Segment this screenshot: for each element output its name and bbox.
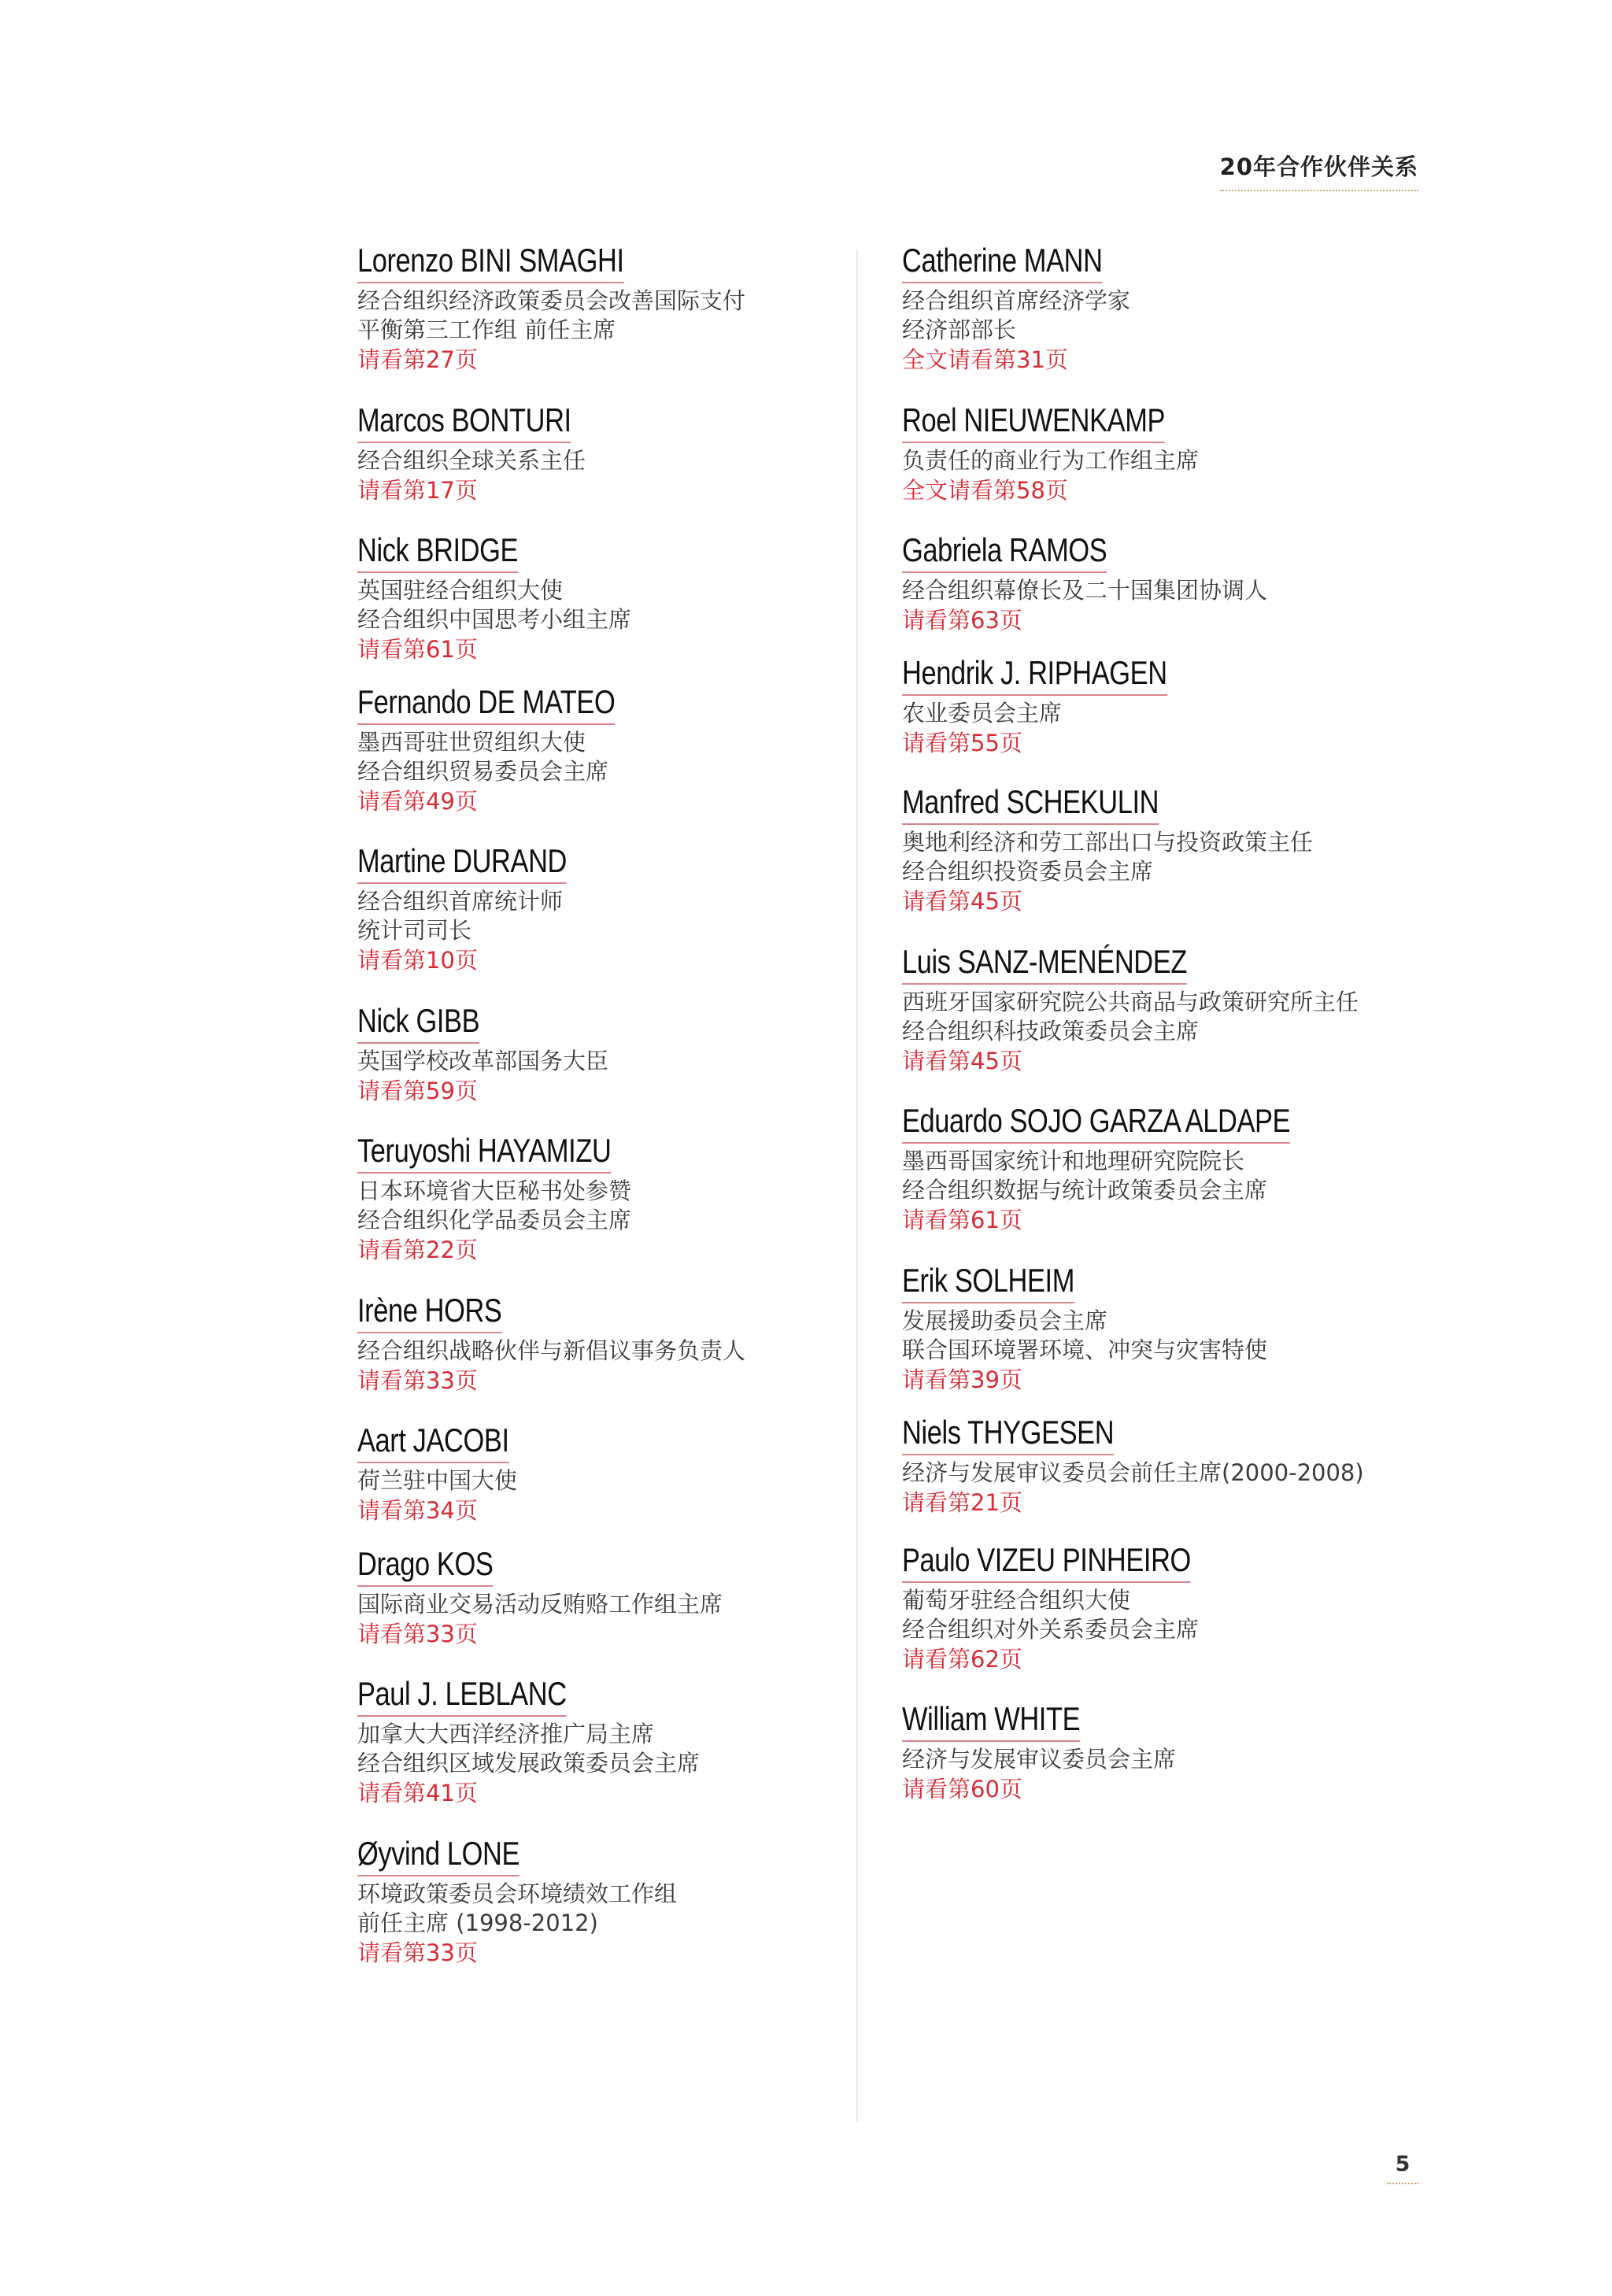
page-reference-link[interactable]: 请看第22页 (357, 1237, 478, 1263)
contributor-title-line: 荷兰驻中国大使 (357, 1467, 518, 1494)
contributor-name: Teruyoshi HAYAMIZU (357, 1131, 611, 1174)
contributor-entry (357, 1001, 608, 1107)
contributor-title-line: 经合组织全球关系主任 (357, 447, 586, 474)
contributor-name: Roel NIEUWENKAMP (902, 401, 1165, 443)
contributor-name: Hendrik J. RIPHAGEN (902, 653, 1167, 696)
contributor-name: Irène HORS (357, 1291, 501, 1333)
page-reference-link[interactable]: 请看第55页 (902, 730, 1022, 756)
contributor-name: Catherine MANN (902, 241, 1103, 283)
contributor-entry (357, 1834, 677, 1969)
contributor-title-line: 英国驻经合组织大使 (357, 577, 564, 604)
contributor-entry (902, 1540, 1254, 1675)
contributor-title-line: 统计司司长 (357, 917, 472, 944)
contributor-title-line: 经合组织中国思考小组主席 (357, 606, 632, 633)
contributor-title-line: 联合国环境署环境、冲突与灾害特使 (902, 1337, 1268, 1363)
page-reference-link[interactable]: 请看第10页 (357, 947, 478, 974)
page-reference-link[interactable]: 请看第62页 (902, 1646, 1022, 1673)
contributor-entry (902, 1101, 1375, 1236)
contributor-title-line: 经合组织贸易委员会主席 (357, 758, 609, 785)
contributor-name: Nick BRIDGE (357, 531, 518, 573)
contributor-name: William WHITE (902, 1699, 1080, 1742)
page-reference-link[interactable]: 请看第33页 (357, 1939, 478, 1966)
contributor-entry (902, 401, 1222, 506)
contributor-title-line: 发展援助委员会主席 (902, 1307, 1108, 1334)
contributor-entry (902, 241, 1146, 375)
page-reference-link[interactable]: 请看第63页 (902, 607, 1022, 634)
contributor-entry (902, 531, 1267, 636)
contributor-entry (357, 1544, 723, 1650)
contributor-entry (902, 942, 1359, 1077)
contributor-entry (357, 401, 618, 506)
page-reference-link[interactable]: 请看第61页 (357, 636, 478, 663)
contributor-entry (357, 1421, 542, 1526)
page-reference-link[interactable]: 请看第49页 (357, 788, 478, 815)
page-reference-link[interactable]: 请看第27页 (357, 346, 478, 373)
contributor-name: Marcos BONTURI (357, 401, 571, 443)
contributor-title-line: 经济与发展审议委员会前任主席(2000-2008) (902, 1459, 1364, 1486)
contributor-title-line: 经合组织首席经济学家 (902, 287, 1131, 314)
contributor-name: Erik SOLHEIM (902, 1261, 1074, 1303)
contributor-entry (902, 1413, 1364, 1518)
contributor-entry (357, 1674, 700, 1809)
contributor-title-line: 经济与发展审议委员会主席 (902, 1746, 1177, 1773)
contributor-title-line: 负责任的商业行为工作组主席 (902, 447, 1200, 474)
page-reference-link[interactable]: 请看第17页 (357, 477, 478, 504)
contributor-title-line: 墨西哥国家统计和地理研究院院长 (902, 1148, 1245, 1174)
page-reference-link[interactable]: 请看第39页 (902, 1366, 1022, 1393)
contributor-title-line: 英国学校改革部国务大臣 (357, 1048, 609, 1074)
page-reference-link[interactable]: 请看第41页 (357, 1780, 478, 1806)
contributor-title-line: 奥地利经济和劳工部出口与投资政策主任 (902, 829, 1314, 856)
running-header-title: 20年合作伙伴关系 (1220, 150, 1418, 191)
contributor-title-line: 经合组织战略伙伴与新倡议事务负责人 (357, 1337, 746, 1364)
contributor-entry (902, 1261, 1267, 1396)
contributor-title-line: 经合组织化学品委员会主席 (357, 1207, 632, 1233)
contributor-title-line: 经合组织幕僚长及二十国集团协调人 (902, 577, 1268, 604)
contributor-title-line: 平衡第三工作组 前任主席 (357, 316, 616, 343)
contributor-title-line: 加拿大大西洋经济推广局主席 (357, 1721, 655, 1747)
contributor-name: Nick GIBB (357, 1001, 479, 1044)
contributor-title-line: 经合组织首席统计师 (357, 888, 564, 915)
contributor-title-line: 墨西哥驻世贸组织大使 (357, 729, 586, 756)
contributor-title-line: 经合组织数据与统计政策委员会主席 (902, 1177, 1268, 1203)
contributor-entry (902, 782, 1313, 917)
contributor-title-line: 经合组织区域发展政策委员会主席 (357, 1750, 701, 1777)
page-reference-link[interactable]: 请看第60页 (902, 1776, 1022, 1802)
contributor-entry (357, 841, 612, 976)
page-reference-link[interactable]: 请看第21页 (902, 1489, 1022, 1516)
contributor-title-line: 前任主席 (1998-2012) (357, 1910, 598, 1936)
contributor-title-line: 经济部部长 (902, 316, 1017, 343)
contributor-name: Manfred SCHEKULIN (902, 782, 1159, 825)
contributor-name: Fernando DE MATEO (357, 682, 615, 725)
contributor-title-line: 环境政策委员会环境绩效工作组 (357, 1880, 678, 1907)
page-reference-link[interactable]: 请看第34页 (357, 1497, 478, 1524)
contributor-title-line: 葡萄牙驻经合组织大使 (902, 1587, 1131, 1614)
contributor-title-line: 日本环境省大臣秘书处参赞 (357, 1178, 632, 1204)
contributor-entry (357, 682, 671, 817)
contributor-title-line: 经合组织科技政策委员会主席 (902, 1018, 1200, 1044)
column-divider (856, 250, 858, 2122)
page-number: 5 (1387, 2152, 1418, 2184)
contributor-name: Martine DURAND (357, 841, 567, 884)
contributor-name: Niels THYGESEN (902, 1413, 1114, 1455)
page-reference-link[interactable]: 请看第59页 (357, 1078, 478, 1104)
page-reference-link[interactable]: 请看第45页 (902, 888, 1022, 915)
contributor-entry (902, 1699, 1176, 1805)
contributor-title-line: 西班牙国家研究院公共商品与政策研究所主任 (902, 989, 1359, 1015)
contributor-name: Gabriela RAMOS (902, 531, 1107, 573)
page-reference-link[interactable]: 请看第33页 (357, 1621, 478, 1647)
contributor-name: Paul J. LEBLANC (357, 1674, 567, 1717)
contributor-title-line: 国际商业交易活动反贿赂工作组主席 (357, 1591, 723, 1618)
page-reference-link[interactable]: 请看第33页 (357, 1367, 478, 1394)
contributor-entry (357, 531, 631, 665)
contributor-entry (357, 241, 745, 375)
contributor-name: Eduardo SOJO GARZA ALDAPE (902, 1101, 1290, 1144)
page-reference-link[interactable]: 全文请看第58页 (902, 477, 1068, 504)
contributor-entry (902, 653, 1226, 759)
contributor-name: Paulo VIZEU PINHEIRO (902, 1540, 1191, 1583)
page-reference-link[interactable]: 请看第45页 (902, 1048, 1022, 1074)
contributor-title-line: 经合组织对外关系委员会主席 (902, 1616, 1200, 1643)
contributor-title-line: 经合组织经济政策委员会改善国际支付 (357, 287, 746, 314)
contributor-title-line: 农业委员会主席 (902, 700, 1063, 727)
contributor-name: Drago KOS (357, 1544, 493, 1587)
contributor-name: Luis SANZ-MENÉNDEZ (902, 942, 1187, 985)
page-reference-link[interactable]: 请看第61页 (902, 1207, 1022, 1233)
contributor-name: Øyvind LONE (357, 1834, 519, 1876)
contributor-entry (357, 1291, 745, 1396)
page-reference-link[interactable]: 全文请看第31页 (902, 346, 1068, 373)
contributor-name: Lorenzo BINI SMAGHI (357, 241, 624, 283)
contributor-title-line: 经合组织投资委员会主席 (902, 858, 1154, 885)
contributor-entry (357, 1131, 667, 1266)
contributor-name: Aart JACOBI (357, 1421, 509, 1463)
